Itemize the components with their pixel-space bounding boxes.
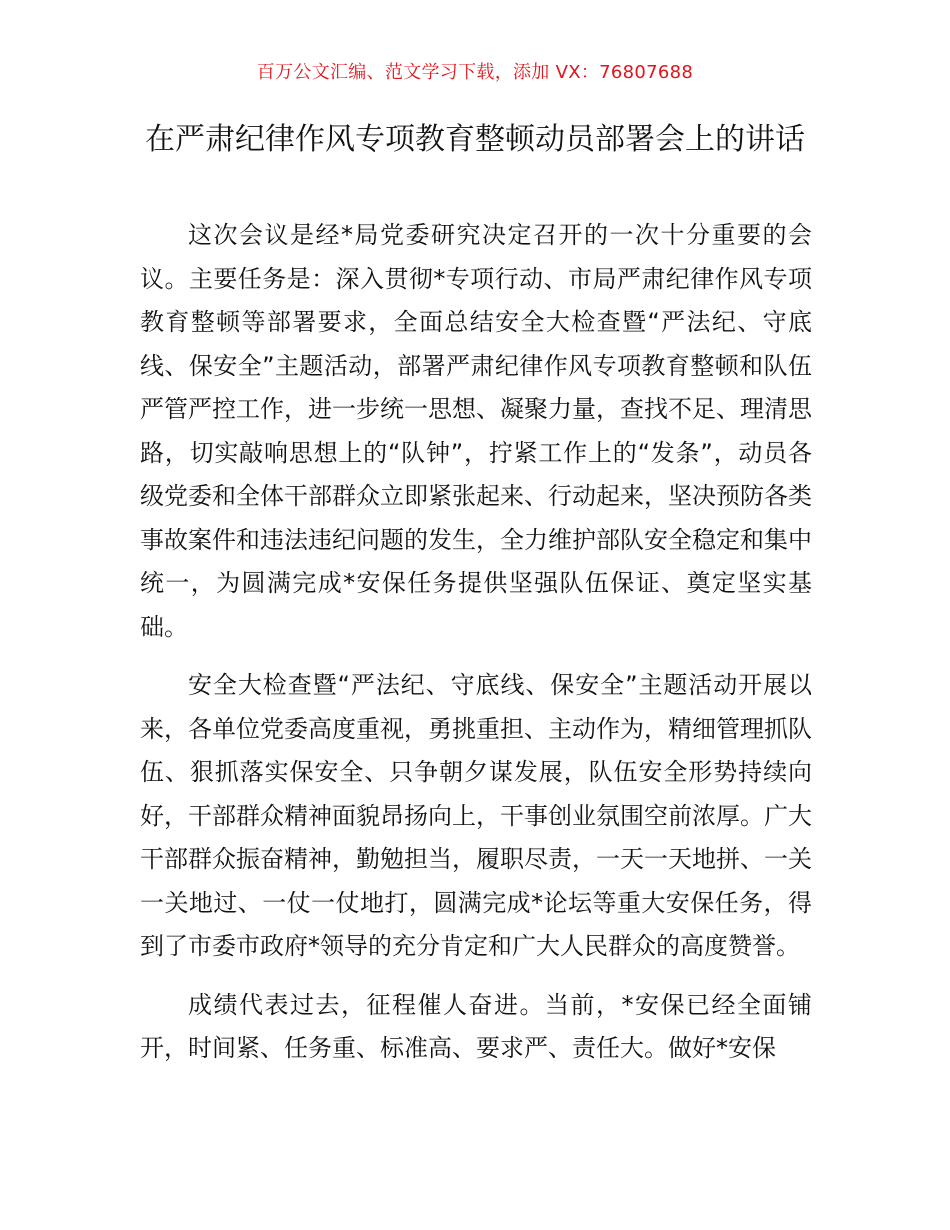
- paragraph-3: 成绩代表过去，征程催人奋进。当前，*安保已经全面铺开，时间紧、任务重、标准高、要求严、责任大。做好*安保: [140, 990, 812, 1062]
- paragraph-2: 安全大检查暨“严法纪、守底线、保安全”主题活动开展以来，各单位党委高度重视，勇挑重担、主动作为，精细管理抓队伍、狠抓落实保安全、只争朝夕谋发展，队伍安全形势持续向好，干部群众精神面貌昂扬向上，干事创业氛围空前浓厚。广大干部群众振奋精神，勤勉担当，履职尽责，一天一天地拼、一关一关地过、一仗一仗地打，圆满完成*论坛等重大安保任务，得到了市委市政府*领导的充分肯定和广大人民群众的高度赞誉。: [140, 671, 812, 960]
- promo-header: 百万公文汇编、范文学习下载，添加 VX：76807688: [256, 62, 694, 83]
- document-title: 在严肃纪律作风专项教育整顿动员部署会上的讲话: [145, 122, 805, 157]
- document-body: [140, 214, 812, 1086]
- paragraph-1: 这次会议是经*局党委研究决定召开的一次十分重要的会议。主要任务是：深入贯彻*专项行动、市局严肃纪律作风专项教育整顿等部署要求，全面总结安全大检查暨“严法纪、守底线、保安全”主题活动，部署严肃纪律作风专项教育整顿和队伍严管严控工作，进一步统一思想、凝聚力量，查找不足、理清思路，切实敲响思想上的“队钟”，拧紧工作上的“发条”，动员各级党委和全体干部群众立即紧张起来、行动起来，坚决预防各类事故案件和违法违纪问题的发生，全力维护部队安全稳定和集中统一，为圆满完成*安保任务提供坚强队伍保证、奠定坚实基础。: [140, 221, 812, 641]
